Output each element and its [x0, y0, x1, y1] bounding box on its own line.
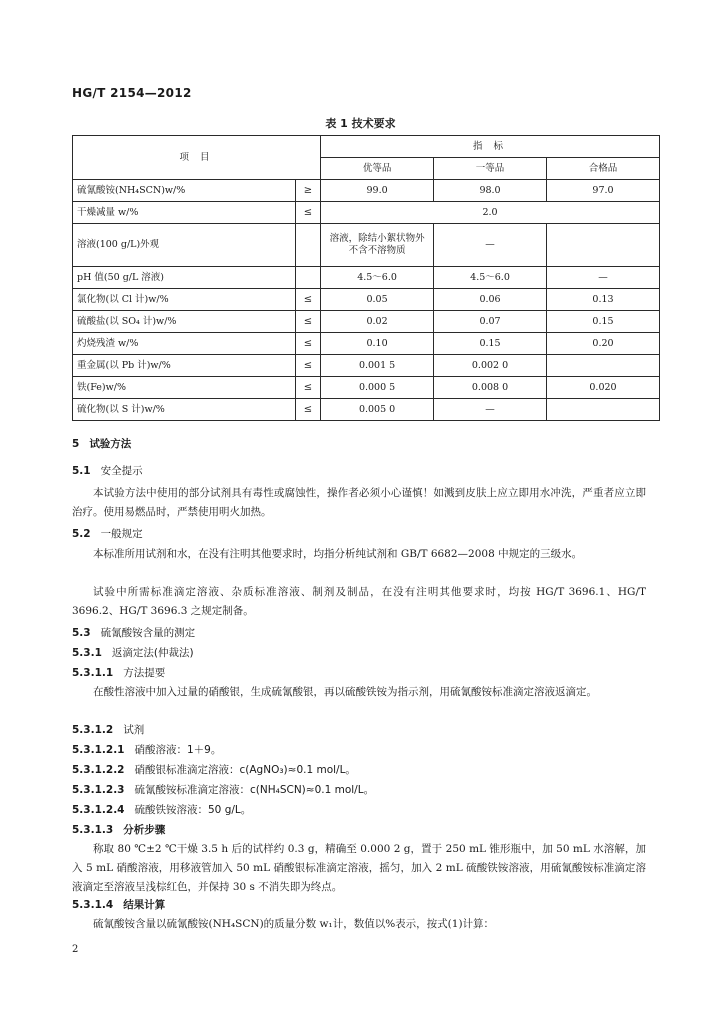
row-item: 灼烧残渣 w/% [73, 333, 296, 355]
paragraph-general-2: 试验中所需标准滴定溶液、杂质标准溶液、制剂及制品，在没有注明其他要求时，均按 HG/T 3696.1、HG/T 3696.2、HG/T 3696.3 之规定制备。 [72, 586, 646, 617]
section-title: 硫氰酸铵含量的测定 [100, 627, 196, 639]
row-value-1: 99.0 [321, 180, 434, 202]
paragraph-method: 在酸性溶液中加入过量的硝酸银，生成硫氰酸银，再以硫酸铁铵为指示剂，用硫氰酸铵标准滴定溶液返滴定。 [93, 686, 597, 698]
reagent-3 [72, 783, 374, 797]
section-5-2-heading [72, 527, 143, 541]
reagent-2 [72, 763, 356, 777]
row-value-2: 0.002 0 [434, 355, 547, 377]
reagent-number: 5.3.1.2.1 [72, 744, 125, 756]
section-title: 结果计算 [123, 899, 166, 911]
paragraph-calculation: 硫氰酸铵含量以硫氰酸铵(NH₄SCN)的质量分数 w₁计，数值以%表示，按式(1)计算： [93, 918, 495, 930]
row-value-3: 0.13 [547, 289, 660, 311]
table-row [73, 311, 660, 333]
section-title: 分析步骤 [123, 824, 166, 836]
row-value-3: 0.20 [547, 333, 660, 355]
row-item: pH 值(50 g/L 溶液) [73, 267, 296, 289]
section-title: 安全提示 [100, 465, 143, 477]
table-caption: 表 1 技术要求 [325, 117, 396, 130]
row-operator: ≤ [295, 333, 320, 355]
section-number: 5.3.1.2 [72, 724, 114, 736]
section-5-3-1-1-heading [72, 666, 165, 680]
row-value-2: 0.06 [434, 289, 547, 311]
section-number: 5.3.1.1 [72, 667, 114, 679]
row-item: 硫化物(以 S 计)w/% [73, 399, 296, 421]
row-operator: ≤ [295, 289, 320, 311]
row-value-1: 4.5～6.0 [321, 267, 434, 289]
section-5-3-heading [72, 626, 195, 640]
row-operator: ≥ [295, 180, 320, 202]
reagent-number: 5.3.1.2.4 [72, 804, 125, 816]
row-operator [295, 224, 320, 267]
row-value-3: 97.0 [547, 180, 660, 202]
header-grade-2: 一等品 [434, 158, 547, 180]
paragraph-procedure: 称取 80 ℃±2 ℃干燥 3.5 h 后的试样约 0.3 g，精确至 0.000 2 g，置于 250 mL 锥形瓶中，加 50 mL 水溶解，加入 5 mL 硝酸溶液，用移液管加入 50 mL 硝酸银标准滴定溶液，摇匀，加入 2 mL 硫酸铁铵溶液，用硫氰酸铵标准滴定溶液滴定至溶液呈浅棕红色，并保持 30 s 不消失即为终点。 [72, 843, 646, 893]
table-row [73, 399, 660, 421]
row-value-3: — [547, 267, 660, 289]
table-row [73, 180, 660, 202]
section-5-3-1-2-heading [72, 723, 144, 737]
section-5-3-1-heading [72, 646, 194, 660]
row-value-3 [547, 399, 660, 421]
header-index: 指 标 [321, 136, 660, 158]
reagent-text: 硫氰酸铵标准滴定溶液：c(NH₄SCN)≈0.1 mol/L。 [134, 784, 375, 796]
row-value-2: 0.008 0 [434, 377, 547, 399]
row-value-1: 0.02 [321, 311, 434, 333]
row-value-1: 0.10 [321, 333, 434, 355]
row-item: 铁(Fe)w/% [73, 377, 296, 399]
row-value-2: 4.5～6.0 [434, 267, 547, 289]
row-value-1: 0.005 0 [321, 399, 434, 421]
row-value-3: 0.15 [547, 311, 660, 333]
reagent-4 [72, 803, 251, 817]
reagent-number: 5.3.1.2.3 [72, 784, 125, 796]
page-number: 2 [72, 944, 79, 955]
reagent-text: 硝酸溶液：1＋9。 [134, 744, 222, 756]
section-5-3-1-3-heading [72, 823, 165, 837]
section-5-1-heading [72, 464, 143, 478]
row-value-3 [547, 224, 660, 267]
header-item: 项 目 [73, 136, 321, 180]
row-item: 溶液(100 g/L)外观 [73, 224, 296, 267]
header-grade-3: 合格品 [547, 158, 660, 180]
table-row [73, 355, 660, 377]
row-operator: ≤ [295, 399, 320, 421]
row-value-2: 0.15 [434, 333, 547, 355]
table-row [73, 267, 660, 289]
row-value-1: 0.000 5 [321, 377, 434, 399]
row-value-2: 98.0 [434, 180, 547, 202]
section-title: 一般规定 [100, 528, 143, 540]
section-number: 5.3 [72, 627, 91, 639]
row-operator: ≤ [295, 202, 320, 224]
row-item: 干燥减量 w/% [73, 202, 296, 224]
reagent-1 [72, 743, 221, 757]
row-value-3 [547, 355, 660, 377]
standard-code: HG/T 2154—2012 [72, 86, 192, 100]
header-grade-1: 优等品 [321, 158, 434, 180]
section-5-heading [72, 437, 131, 451]
row-operator: ≤ [295, 311, 320, 333]
section-title: 方法提要 [123, 667, 166, 679]
section-number: 5.2 [72, 528, 91, 540]
row-operator: ≤ [295, 377, 320, 399]
reagent-number: 5.3.1.2.2 [72, 764, 125, 776]
row-item: 重金属(以 Pb 计)w/% [73, 355, 296, 377]
table-row [73, 202, 660, 224]
section-number: 5 [72, 438, 80, 450]
row-value-merged: 2.0 [321, 202, 660, 224]
row-operator [295, 267, 320, 289]
table-row [73, 224, 660, 267]
section-number: 5.3.1.3 [72, 824, 114, 836]
row-value-3: 0.020 [547, 377, 660, 399]
row-value-1: 溶液，除结小絮状物外不含不溶物质 [321, 224, 434, 267]
table-row [73, 377, 660, 399]
row-item: 硫酸盐(以 SO₄ 计)w/% [73, 311, 296, 333]
table-row [73, 333, 660, 355]
reagent-text: 硫酸铁铵溶液：50 g/L。 [134, 804, 252, 816]
section-number: 5.1 [72, 465, 91, 477]
row-operator: ≤ [295, 355, 320, 377]
section-number: 5.3.1.4 [72, 899, 114, 911]
section-title: 返滴定法(仲裁法) [111, 647, 194, 659]
table-row [73, 289, 660, 311]
section-5-3-1-4-heading [72, 898, 165, 912]
section-title: 试剂 [123, 724, 145, 736]
row-item: 氯化物(以 Cl 计)w/% [73, 289, 296, 311]
row-item: 硫氰酸铵(NH₄SCN)w/% [73, 180, 296, 202]
technical-requirements-table [72, 135, 660, 421]
row-value-2: 0.07 [434, 311, 547, 333]
reagent-text: 硝酸银标准滴定溶液：c(AgNO₃)≈0.1 mol/L。 [134, 764, 356, 776]
paragraph-general-1: 本标准所用试剂和水，在没有注明其他要求时，均指分析纯试剂和 GB/T 6682—2008 中规定的三级水。 [93, 548, 583, 560]
row-value-2: — [434, 399, 547, 421]
row-value-1: 0.05 [321, 289, 434, 311]
section-number: 5.3.1 [72, 647, 102, 659]
row-value-1: 0.001 5 [321, 355, 434, 377]
section-title: 试验方法 [89, 438, 132, 450]
row-value-2: — [434, 224, 547, 267]
paragraph-safety: 本试验方法中使用的部分试剂具有毒性或腐蚀性，操作者必须小心谨慎！如溅到皮肤上应立即用水冲洗，严重者应立即治疗。使用易燃品时，严禁使用明火加热。 [72, 487, 646, 518]
